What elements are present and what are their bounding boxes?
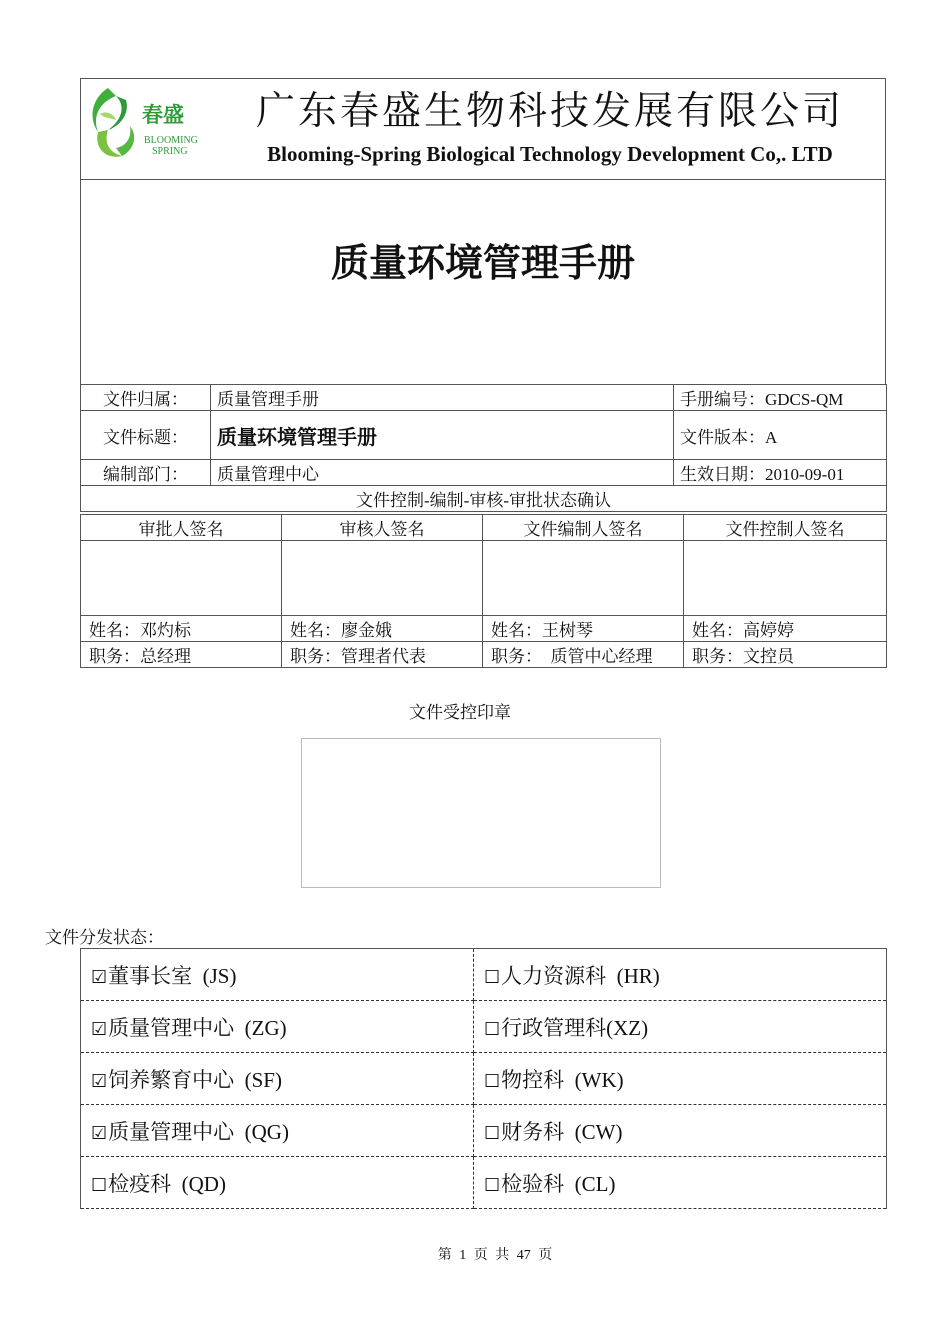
stamp-label: 文件受控印章: [409, 703, 511, 722]
manual-number: 手册编号：GDCS-QM: [674, 385, 887, 411]
distribution-row: [81, 1053, 887, 1105]
distribution-row: [81, 1157, 887, 1209]
effective-date: 生效日期：2010-09-01: [674, 460, 887, 486]
dist-qg: [81, 1105, 474, 1157]
checkbox-empty-icon: ☐: [484, 1070, 501, 1092]
dist-hr-label: 人力资源科 (HR): [501, 963, 660, 988]
reviewer-name: 姓名：廖金娥: [282, 616, 483, 642]
dept-value: 质量管理中心: [211, 460, 674, 486]
author-role: 职务： 质管中心经理: [483, 642, 684, 668]
dist-qg-label: 质量管理中心 (QG): [108, 1119, 289, 1144]
dist-qd-label: 检疫科 (QD): [108, 1171, 226, 1196]
controller-role: 职务：文控员: [684, 642, 887, 668]
dist-cw: [474, 1105, 887, 1157]
reviewer-sign-header: 审核人签名: [282, 515, 483, 541]
dist-xz-label: 行政管理科(XZ): [501, 1015, 649, 1040]
checkbox-checked-icon: ☑: [91, 1018, 108, 1040]
belong-value: 质量管理手册: [211, 385, 674, 411]
dept-label: 编制部门：: [81, 460, 211, 486]
reviewer-role: 职务：管理者代表: [282, 642, 483, 668]
dist-sf: [81, 1053, 474, 1105]
controller-name: 姓名：高婷婷: [684, 616, 887, 642]
company-name-en: Blooming-Spring Biological Technology Development Co,. LTD: [267, 142, 833, 166]
approver-sign-header: 审批人签名: [81, 515, 282, 541]
belong-label: 文件归属：: [81, 385, 211, 411]
controller-signature-area: [684, 541, 887, 616]
distribution-table: [80, 948, 887, 1209]
control-heading: 文件控制-编制-审核-审批状态确认: [81, 486, 887, 512]
dist-qd: [81, 1157, 474, 1209]
author-name: 姓名：王树琴: [483, 616, 684, 642]
checkbox-checked-icon: ☑: [91, 1122, 108, 1144]
checkbox-empty-icon: ☐: [484, 966, 501, 988]
title-value: [211, 411, 674, 460]
dist-cl: [474, 1157, 887, 1209]
approver-role: 职务：总经理: [81, 642, 282, 668]
checkbox-empty-icon: ☐: [484, 1018, 501, 1040]
svg-text:BLOOMING: BLOOMING: [144, 135, 198, 146]
dist-zg: [81, 1001, 474, 1053]
document-info-table: [80, 384, 887, 512]
distribution-row: [81, 949, 887, 1001]
reviewer-signature-area: [282, 541, 483, 616]
checkbox-empty-icon: ☐: [484, 1122, 501, 1144]
dist-cw-label: 财务科 (CW): [501, 1119, 623, 1144]
dist-xz: [474, 1001, 887, 1053]
title-label: 文件标题：: [81, 411, 211, 460]
author-signature-area: [483, 541, 684, 616]
distribution-label: 文件分发状态：: [45, 928, 164, 947]
company-logo: [86, 84, 198, 164]
dist-js-label: 董事长室 (JS): [108, 963, 237, 988]
document-title: 质量环境管理手册: [330, 241, 635, 285]
approver-signature-area: [81, 541, 282, 616]
distribution-row: [81, 1105, 887, 1157]
checkbox-empty-icon: ☐: [91, 1174, 108, 1196]
svg-text:SPRING: SPRING: [152, 146, 188, 157]
signature-table: [80, 514, 887, 668]
dist-sf-label: 饲养繁育中心 (SF): [108, 1067, 282, 1092]
controller-sign-header: 文件控制人签名: [684, 515, 887, 541]
checkbox-checked-icon: ☑: [91, 1070, 108, 1092]
distribution-row: [81, 1001, 887, 1053]
checkbox-empty-icon: ☐: [484, 1174, 501, 1196]
dist-zg-label: 质量管理中心 (ZG): [108, 1015, 287, 1040]
document-version: 文件版本：A: [674, 411, 887, 460]
dist-wk: [474, 1053, 887, 1105]
dist-cl-label: 检验科 (CL): [501, 1171, 616, 1196]
stamp-box: [301, 738, 661, 888]
approver-name: 姓名：邓灼标: [81, 616, 282, 642]
company-name-cn: 广东春盛生物科技发展有限公司: [255, 89, 844, 134]
dist-wk-label: 物控科 (WK): [501, 1067, 624, 1092]
dist-hr: [474, 949, 887, 1001]
dist-js: [81, 949, 474, 1001]
svg-text:春盛: 春盛: [142, 103, 184, 127]
page-number: 第 1 页 共 47 页: [437, 1248, 553, 1263]
title-value-text: 质量环境管理手册: [217, 424, 377, 449]
checkbox-checked-icon: ☑: [91, 966, 108, 988]
author-sign-header: 文件编制人签名: [483, 515, 684, 541]
